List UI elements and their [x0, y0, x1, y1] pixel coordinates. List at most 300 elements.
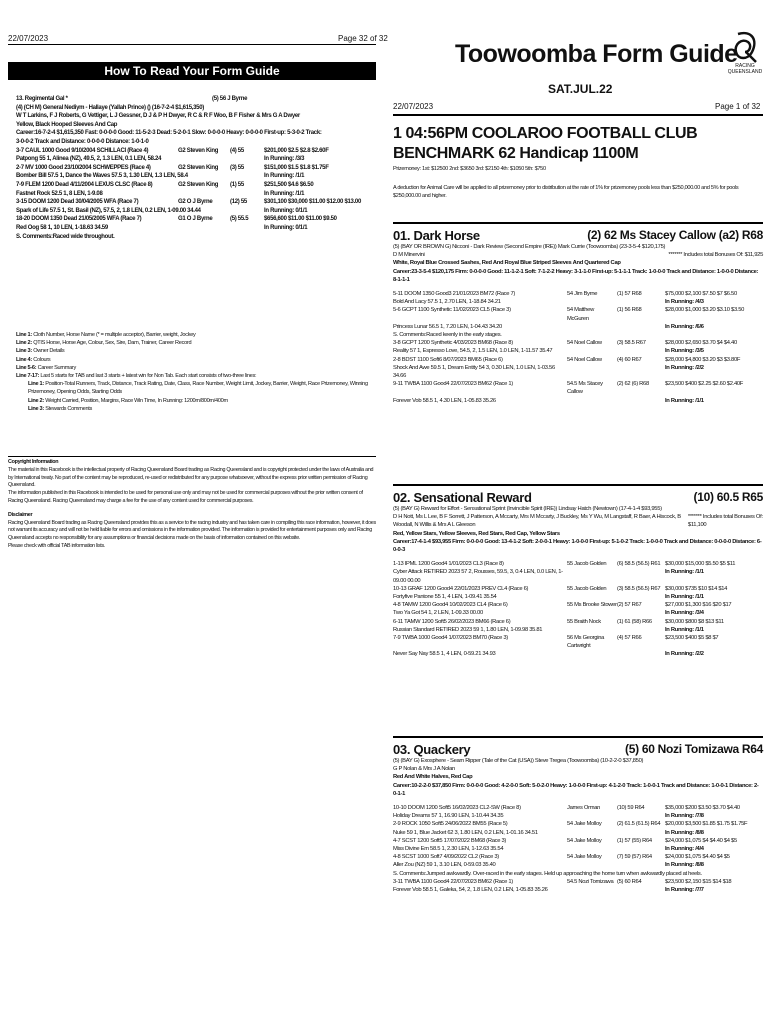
sample-run-c — [230, 233, 264, 242]
run-c: (2) 57 R67 — [617, 602, 642, 609]
run-c: (2) 61.5 (61.5) R64 — [617, 821, 661, 828]
run-line — [393, 560, 763, 568]
legend-value: Position-Total Runners, Track, Distance, Track Rating, Date, Class, Race Number, Weight Limit, Jockey, Barrier, Weight, Race Prizemoney, Winning Prizemoney, Opening Odds, Starting Odds — [28, 381, 368, 396]
run-a: 5-11 DOOM 1350 Good3 21/01/2023 BM72 (Race 7) — [393, 291, 516, 298]
sample-run-line — [16, 181, 372, 190]
run-a: 2-9 ROCK 1050 Soft5 24/06/2022 BM55 (Race 5) — [393, 821, 508, 828]
horse-bonus: ******* Includes total Bonuses Of: $11,100 — [687, 514, 763, 529]
horse-name: 02. Sensational Reward — [393, 490, 532, 505]
sample-run-line — [16, 233, 372, 242]
sample-run-c: (3) 55 — [230, 164, 244, 171]
run-line — [393, 380, 763, 396]
run-c: (7) 59 (57) R64 — [617, 854, 652, 861]
run-b — [567, 331, 617, 339]
run-a: Bold And Lacy 57.5 1, 2.70 LEN, 1-18.84 34.21 — [393, 299, 501, 306]
logo-text: RACING QUEENSLAND — [727, 63, 763, 75]
sample-header-line — [16, 121, 372, 130]
horse-name-row — [393, 228, 763, 243]
run-line — [393, 601, 763, 609]
sample-header-line — [16, 104, 372, 113]
run-a: 3-8 GCPT 1200 Synthetic 4/03/2023 BM68 (Race 8) — [393, 340, 513, 347]
sample-run-c — [230, 190, 264, 199]
horse-barrier-jockey: (10) 60.5 R65 — [693, 490, 763, 504]
run-d: $23,500 $2,150 $15 $14 $18 — [665, 878, 732, 885]
run-a: 10-10 DOOM 1200 Soft5 16/02/2023 CL2-SW (Race 8) — [393, 805, 521, 812]
sample-run-d: In Running: 0/1/1 — [264, 224, 308, 231]
sample-run-line — [16, 155, 372, 164]
run-c — [617, 331, 665, 339]
run-d: In Running: /2/2 — [665, 364, 704, 371]
sample-run-b: G2 Steven King — [178, 147, 219, 154]
run-line — [393, 356, 763, 364]
run-c — [617, 364, 665, 380]
legend-line — [16, 331, 376, 339]
run-d: In Running: /1/1 — [665, 397, 704, 404]
run-line — [393, 609, 763, 617]
legend-key: Line 5-6: — [16, 364, 37, 371]
run-b — [567, 845, 617, 853]
run-a: Miss Divine Em 58.5 1, 2.30 LEN, 1-12.63 35.54 — [393, 846, 504, 853]
right-page-number: Page 1 of 32 — [715, 102, 761, 111]
run-c: (1) 57 R68 — [617, 291, 642, 298]
run-d: $30,000 $800 $8 $13 $11 — [665, 618, 724, 625]
run-b: 54 Jake Molloy — [567, 837, 602, 844]
sample-run-line — [16, 207, 372, 216]
horse-pedigree: (5) (BAY G) Reward for Effort - Sensational Sprint (Invincible Spirit (IRE)) Lindsay Hatch (Newtown) (17-4-1-4 $93,955) — [393, 506, 662, 512]
run-c: (6) 58.5 (56.5) R61 — [617, 561, 661, 568]
run-b: 56 Ms Georgina Cartwright — [567, 635, 605, 650]
legend-line — [16, 364, 376, 372]
run-a: Reality 57 1, Espresso Love, 54.5, 2, 1.5 LEN, 1.0 LEN, 1-11.57 35.47 — [393, 348, 553, 355]
run-a: 10-13 GRAF 1200 Good4 22/01/2023 PREV CL4 (Race 6) — [393, 585, 529, 592]
sample-header-text: Career:16-7-2-4 $1,615,350 Fast: 0-0-0-0 Good: 11-5-2-3 Dead: 5-2-0-1 Slow: 0-0-0-0 Heavy: 0-0-0-0 First-up: 5-3-0-2 Track: — [16, 130, 322, 137]
sample-run-a: 3-7 CAUL 1000 Good 9/10/2004 SCHILLACI (Race 4) — [16, 147, 149, 154]
run-line — [393, 650, 763, 658]
legend-line — [16, 372, 376, 380]
sample-run-line — [16, 224, 372, 233]
run-comment: S. Comments:Jumped awkwardly. Over-raced in the early stages. Held up approaching the home turn when awkwardly placed at heels. — [393, 870, 702, 877]
run-b — [567, 626, 617, 634]
run-b: James Orman — [567, 805, 601, 812]
sample-run-c — [230, 155, 264, 164]
run-c — [617, 397, 665, 405]
run-line — [393, 870, 763, 878]
sample-run-c — [230, 207, 264, 216]
run-d: In Running: /1/1 — [665, 594, 704, 601]
horse-rule — [393, 222, 763, 224]
legend-line — [16, 356, 376, 364]
horse-owner: G P Nolan & Mrs J A Nolan — [393, 766, 455, 773]
run-c: (1) 61 (58) R66 — [617, 618, 652, 625]
run-d: In Running: /2/2 — [665, 651, 704, 658]
run-line — [393, 290, 763, 298]
legend-line — [16, 380, 376, 396]
sample-header-line — [16, 138, 372, 147]
run-line — [393, 829, 763, 837]
run-a: Russian Standard RETIRED 2023 59 1, 1.80 LEN, 1-09.98 35.81 — [393, 626, 543, 633]
sample-run-b: G2 O J Byrne — [178, 199, 213, 206]
run-d: $23,500 $400 $5 $8 $7 — [665, 635, 719, 642]
sample-run-d: In Running: /3/3 — [264, 156, 305, 163]
sample-run-a: 3-15 DOOM 1200 Dead 30/04/2005 WFA (Race 7) — [16, 199, 139, 206]
sample-header-text: W T Larkins, F J Roberts, G Vettiger, L J Gessner, D J & P H Dwyer, R C & R F Woo, B F Fisher & Mrs G A Dwyer — [16, 113, 300, 120]
run-d — [665, 331, 763, 339]
run-line — [393, 568, 763, 584]
sample-header-text: 13. Regimental Gal * — [16, 96, 68, 102]
run-b: 54 Noel Callow — [567, 356, 602, 363]
run-c — [617, 861, 665, 869]
run-line — [393, 585, 763, 593]
run-b — [567, 323, 617, 331]
horse-owner: D H Nott, Ms L Lee, B F Sorrett, J Patterson, A Mccarty, Mrs M Mccarty, J Buckley, Ms Y Wu, M Langstaff, R Baer, A Hiscock, B Woodall, N Willis & Mrs A L Gleeson — [393, 514, 681, 529]
run-line — [393, 397, 763, 405]
sample-run-line — [16, 215, 372, 224]
sample-run-a: Spark of Life 57.5 1, St. Basil (NZ), 57.5, 2, 1.8 LEN, 0.2 LEN, 1-09.00 34.44 — [16, 207, 201, 214]
run-c: (3) 58.5 (56.5) R67 — [617, 585, 661, 592]
left-page-number: Page 32 of 32 — [338, 34, 388, 43]
sample-run-b — [178, 207, 230, 216]
run-line — [393, 812, 763, 820]
run-line — [393, 323, 763, 331]
horse-career: Career:17-4-1-4 $93,955 Firm: 0-0-0-0 Good: 13-4-1-2 Soft: 2-0-0-1 Heavy: 1-0-0-0 First-up: 5-1-0-2 Track: 1-0-0-0 Track and Distance: 0-0-0-0 Distance: 6-0-0-3 — [393, 538, 762, 554]
legend-value: Owner Details — [33, 348, 65, 355]
horse-name-row — [393, 490, 763, 505]
copyright-text: The material in this Racebook is the intellectual property of Racing Queensland Board trading as Racing Queensland and is copyright protected under the laws of Australia and by International treaty. No part of the content may be reproduced, re-used or redistributed for any purpose whatsoever, without the express prior written permission of Racing Queensland. — [8, 466, 374, 489]
sample-run-line — [16, 147, 372, 156]
run-c: (3) 58.5 R67 — [617, 340, 646, 347]
sample-run-b — [178, 224, 230, 233]
run-line — [393, 634, 763, 650]
sample-run-a: 2-7 MV 1000 Good 23/10/2004 SCHWEPPES (Race 4) — [16, 164, 151, 171]
sample-run-line — [16, 164, 372, 173]
sample-run-d: $151,000 $1.5 $1.8 $1.75F — [264, 164, 329, 171]
run-d: $30,000 $735 $10 $14 $14 — [665, 585, 728, 592]
run-line — [393, 298, 763, 306]
run-a: 4-8 TAMW 1200 Good4 10/02/2023 CL4 (Race 6) — [393, 602, 508, 609]
run-b — [567, 593, 617, 601]
run-c: (10) 59 R64 — [617, 805, 645, 812]
run-d: In Running: /4/3 — [665, 299, 704, 306]
sample-run-a: 7-9 FLEM 1200 Dead 4/11/2004 LEXUS CLSC (Race 8) — [16, 181, 153, 188]
horse-name: 03. Quackery — [393, 742, 471, 757]
sample-run-c: (1) 55 — [230, 181, 244, 188]
legend-key: Line 1: — [16, 332, 32, 338]
legend-key: Line 3: — [16, 348, 32, 355]
run-a: 2-8 BDST 1100 Soft6 8/07/2023 BM65 (Race 6) — [393, 356, 503, 363]
run-line — [393, 331, 763, 339]
run-a: Cyber Attack RETIRED 2023 57 2, Rousses, 59.5, 3, 0.4 LEN, 0.0 LEN, 1-09.00 00.00 — [393, 569, 563, 584]
run-d: In Running: /1/1 — [665, 626, 704, 633]
sample-run-line — [16, 190, 372, 199]
horse-colours: Red And White Halves, Red Cap — [393, 774, 473, 781]
legend-key: Line 4: — [16, 356, 32, 363]
sample-run-line — [16, 198, 372, 207]
run-d: In Running: /8/8 — [665, 829, 704, 836]
run-c — [617, 323, 665, 331]
run-d: In Running: /8/8 — [665, 862, 704, 869]
sample-run-d: $656,600 $11.00 $11.00 $9.50 — [264, 216, 337, 223]
run-b — [567, 298, 617, 306]
run-c: (5) 60 R64 — [617, 878, 642, 885]
run-c: (4) 57 R66 — [617, 635, 642, 642]
sample-run-line — [16, 172, 372, 181]
horse-rule — [393, 484, 763, 486]
run-line — [393, 804, 763, 812]
sample-run-a: Patpong 55 1, Alinea (NZ), 49.5, 2, 1.3 LEN, 0.1 LEN, 58.24 — [16, 156, 162, 163]
sample-header-line — [16, 112, 372, 121]
sample-run-d: In Running: /1/1 — [264, 190, 305, 197]
run-d: In Running: /6/6 — [665, 323, 704, 330]
run-line — [393, 306, 763, 322]
run-c: (1) 56 R68 — [617, 307, 642, 314]
disclaimer-title: Disclaimer — [8, 511, 33, 518]
run-d: $23,500 $400 $2.25 $2.60 $2.40F — [665, 381, 744, 388]
run-b: 55 Ms Brooke Stower — [567, 602, 617, 609]
run-a: Holiday Dreams 57 1, 16.90 LEN, 1-10.44 34.35 — [393, 813, 504, 820]
run-c: (2) 62 (6) R68 — [617, 381, 649, 388]
run-b: 54 Jake Molloy — [567, 821, 602, 828]
run-a: Never Say Nay 58.5 1, 4 LEN, 0-59.21 34.93 — [393, 651, 496, 658]
horse-owner: D M Minervini — [393, 252, 425, 259]
run-line — [393, 364, 763, 380]
horse-colours: Red, Yellow Stars, Yellow Sleeves, Red Stars, Red Cap, Yellow Stars — [393, 530, 560, 537]
sample-run-d: In Running: 0/1/1 — [264, 207, 308, 214]
copyright-section — [8, 456, 376, 551]
run-a: 4-8 SCST 1000 Soft7 4/09/2022 CL2 (Race 3) — [393, 854, 499, 861]
run-d: In Running: /1/1 — [665, 569, 704, 576]
copyright-title: Copyright Information — [8, 459, 59, 465]
run-line — [393, 837, 763, 845]
run-b — [567, 861, 617, 869]
sample-header-text: Yellow, Black Hooped Sleeves And Cap — [16, 121, 118, 128]
horse-career: Career:10-2-2-0 $37,850 Firm: 0-0-0-0 Good: 4-2-0-0 Soft: 5-0-2-0 Heavy: 1-0-0-0 First-up: 4-1-2-0 Track: 1-0-0-1 Track and Distance: 1-0-0-1 Distance: 2-0-1-1 — [393, 782, 759, 797]
run-c — [617, 845, 665, 853]
run-d: $28,000 $2,650 $3.70 $4 $4.40 — [665, 340, 737, 347]
sample-run-a: Red Oog 58 1, 10 LEN, 1-18.63 34.59 — [16, 224, 108, 231]
run-d: In Running: /7/7 — [665, 887, 704, 894]
run-b: 54 Jake Molloy — [567, 854, 602, 861]
horse-barrier-jockey: (2) 62 Ms Stacey Callow (a2) R68 — [587, 228, 763, 242]
left-page-date: 22/07/2023 — [8, 34, 49, 43]
run-line — [393, 347, 763, 355]
run-a: Forever Vob 58.5 1, 4.30 LEN, 1-05.83 35.26 — [393, 397, 496, 404]
horse-career: Career:23-3-5-4 $120,175 Firm: 0-0-0-0 Good: 11-1-2-1 Soft: 7-1-2-2 Heavy: 3-1-1-0 First-up: 5-1-1-1 Track: 1-0-0-0 Track and Distance: 1-0-0-0 Distance: 8-1-1-1 — [393, 268, 759, 283]
legend-key: Line 3: — [28, 405, 44, 412]
horse-name: 01. Dark Horse — [393, 228, 480, 243]
run-b: 55 Jacob Golden — [567, 585, 607, 592]
run-d: In Running: /3/4 — [665, 610, 704, 617]
run-b — [567, 829, 617, 837]
race-title: 1 04:56PM COOLAROO FOOTBALL CLUB BENCHMARK 62 Handicap 1100M — [393, 125, 698, 162]
run-a: Forever Vob 58.5 1, Galeka, 54, 2, 1.8 LEN, 0.2 LEN, 1-05.83 35.26 — [393, 887, 548, 894]
run-b — [567, 347, 617, 355]
legend-value: Career Summary — [37, 364, 76, 371]
sample-run-c — [230, 224, 264, 233]
run-b — [567, 609, 617, 617]
run-a: Fortyfive Pantone 55 1, 4 LEN, 1-09.41 35.54 — [393, 594, 497, 601]
sample-run-b: G2 Steven King — [178, 164, 219, 171]
legend-value: Stewards Comments — [45, 405, 93, 412]
run-d: In Running: /3/5 — [665, 348, 704, 355]
sample-run-a: Bomber Bill 57.5 1, Dance the Waves 57.5 3, 1.30 LEN, 1.3 LEN, 58.4 — [16, 173, 188, 180]
run-b: 54 Noel Callow — [567, 340, 602, 347]
sample-run-c: (5) 55.5 — [230, 216, 249, 223]
owner-row — [393, 765, 763, 773]
run-c — [617, 886, 665, 894]
horse-name-row — [393, 742, 763, 757]
run-c: (1) 57 (55) R64 — [617, 837, 652, 844]
run-d: $28,000 $4,800 $3.20 $3 $3.80F — [665, 356, 741, 363]
owner-row — [393, 513, 763, 529]
run-a: S. Comments:Raced keenly in the early stages. — [393, 332, 502, 339]
owner-row — [393, 251, 763, 259]
run-a: 9-11 TWBA 1100 Good4 22/07/2023 BM62 (Race 1) — [393, 381, 513, 388]
horse-entry — [393, 222, 763, 405]
sample-run-a: 18-20 DOOM 1350 Dead 21/05/2005 WFA (Race 7) — [16, 216, 142, 223]
run-c — [617, 650, 665, 658]
sample-run-b — [178, 233, 230, 242]
run-a: 5-6 GCPT 1100 Synthetic 11/02/2023 CL5 (Race 3) — [393, 307, 511, 314]
run-c — [617, 347, 665, 355]
disclaimer-text: Racing Queensland Board trading as Racing Queensland provides this as a service to the racing industry and has taken care in compiling this race information, however, it does not warrant its accuracy and will not be held liable for errors and omissions in the information provided. The information is provided for entertainment purposes only and Racing Queensland accepts no responsibility for any assumptions or financial decisions made on the basis of information contained on this website. — [8, 519, 376, 542]
run-b — [567, 650, 617, 658]
legend-key: Line 7-17: — [16, 373, 40, 380]
run-line — [393, 618, 763, 626]
run-a: 7-9 TWBA 1000 Good4 1/07/2023 BM70 (Race 3) — [393, 635, 508, 642]
run-b — [567, 568, 617, 584]
run-d: $28,000 $1,000 $3.20 $3.10 $3.50 — [665, 307, 745, 314]
sample-header-text: (4) (CH M) General Nediym - Hallaye (Yallah Prince) () (16-7-2-4 $1,615,350) — [16, 104, 204, 111]
horse-pedigree: (5) (BAY OR BROWN G) Nicconi - Dark Review (Second Empire (IRE)) Mark Currie (Toowoomba) (23-3-5-4 $120,175) — [393, 244, 666, 250]
sample-run-d: $251,500 $4.6 $6.50 — [264, 181, 314, 188]
sample-run-c: (4) 55 — [230, 147, 244, 154]
run-line — [393, 626, 763, 634]
copyright-text-2: The information published in this Racebook is intended to be used for personal use only and may not be used for commercial purposes without the prior written consent of Racing Queensland. Racing Queensland may charge a fee for the use of any content used for commercial purposes. — [8, 490, 363, 504]
run-b — [567, 886, 617, 894]
run-a: 3-11 TWBA 1100 Good4 22/07/2023 BM62 (Race 1) — [393, 878, 513, 885]
run-c — [617, 626, 665, 634]
run-a: 4-7 SCST 1200 Soft5 17/07/2022 BM68 (Race 3) — [393, 837, 507, 844]
horse-colours: White, Royal Blue Crossed Sashes, Red And Royal Blue Striped Sleeves And Quartered Cap — [393, 260, 621, 267]
legend-key: Line 1: — [28, 381, 44, 388]
run-c — [617, 593, 665, 601]
run-line — [393, 593, 763, 601]
run-b: 55 Jacob Golden — [567, 561, 607, 568]
run-line — [393, 820, 763, 828]
sample-header-jockey: (5) 56 J Byrne — [212, 96, 248, 102]
run-b: 54.5 Ms Stacey Callow — [567, 381, 603, 396]
sample-run-a: Fastnet Rock 52.5 1, 8 LEN, 1-9.08 — [16, 190, 103, 197]
run-a: 6-11 TAMW 1200 Soft5 26/02/2023 BM66 (Race 6) — [393, 618, 511, 625]
right-page-date: 22/07/2023 — [393, 102, 434, 111]
legend-line — [16, 405, 376, 413]
sample-run-d: $201,000 $2.5 $2.8 $2.60F — [264, 147, 329, 154]
run-b — [567, 812, 617, 820]
sample-run-c — [230, 172, 264, 181]
sample-header-line — [16, 129, 372, 138]
run-b: 54 Matthew McGuren — [567, 307, 594, 322]
disclaimer-text-2: Please check with official TAB information lists. — [8, 542, 106, 549]
run-d: In Running: /7/8 — [665, 813, 704, 820]
run-d: $24,000 $1,075 $4.40 $4 $5 — [665, 854, 730, 861]
sample-run-b — [178, 190, 230, 199]
horse-barrier-jockey: (5) 60 Nozi Tomizawa R64 — [625, 742, 763, 756]
deduction-note: A deduction for Animal Care will be applied to all prizemoney prior to distribution at the rate of 1% for prizemoney pools less than $250,000.00 and 5% for pools $250,000.00 and higher. — [393, 185, 739, 199]
sample-run-b — [178, 172, 230, 181]
run-b: 54.5 Nozi Tomizawa — [567, 878, 614, 885]
run-b: 54 Jim Byrne — [567, 291, 598, 298]
form-legend — [16, 331, 376, 413]
run-line — [393, 861, 763, 869]
legend-value: Last 5 starts for TAB and last 3 starts + latest win for Non Tab. Each start consists of two-three lines: — [40, 373, 257, 380]
legend-value: Colours — [33, 356, 51, 363]
run-b: 55 Braith Nock — [567, 618, 601, 625]
run-a: Aller Zou (NZ) 59 1, 3.10 LEN, 0-59.03 35.40 — [393, 862, 496, 869]
run-a: Princess Lunar 56.5 1, 7.20 LEN, 1-04.43 34.20 — [393, 323, 502, 330]
legend-key: Line 2: — [28, 397, 44, 404]
horse-bonus: ******* Includes total Bonuses Of: $11,925 — [668, 252, 763, 259]
sample-run-c: (12) 55 — [230, 199, 247, 206]
sample-entry — [16, 95, 372, 241]
run-a: 1-13 IPML 1200 Good4 1/01/2023 CL3 (Race 8) — [393, 561, 504, 568]
run-c: (4) 60 R67 — [617, 356, 642, 363]
run-a: Shock And Awe 59.5 1, Dream Entity 54 3, 0.30 LEN, 1.0 LEN, 1-03.56 34.66 — [393, 364, 555, 380]
horse-pedigree: (5) (BAY G) Exosphere - Seam Ripper (Tale of the Cat (USA)) Steve Tregea (Toowoomba) (10-2-2-0 $37,850) — [393, 758, 644, 764]
legend-line — [16, 397, 376, 405]
howto-title: How To Read Your Form Guide — [8, 62, 376, 80]
run-c — [617, 568, 665, 584]
legend-value: Cloth Number, Horse Name (* = multiple acceptor), Barrier, weight, Jockey — [33, 332, 196, 338]
run-c — [617, 298, 665, 306]
horse-rule — [393, 736, 763, 738]
sample-run-d: $301,100 $30,000 $11.00 $12.00 $13.00 — [264, 199, 362, 206]
run-d: $24,000 $1,075 $4 $4.40 $4 $5 — [665, 837, 737, 844]
right-header-rule — [393, 114, 763, 116]
run-line — [393, 878, 763, 886]
run-d: In Running: /4/4 — [665, 846, 704, 853]
run-d: $20,000 $3,500 $1.85 $1.75 $1.75F — [665, 821, 748, 828]
run-b — [567, 397, 617, 405]
run-c — [617, 812, 665, 820]
sample-header-text: 3-0-0-2 Track and Distance: 0-0-0-0 Distance: 1-0-1-0 — [16, 138, 149, 145]
run-d: $27,000 $1,300 $16 $20 $17 — [665, 602, 732, 609]
legend-key: Line 2: — [16, 340, 32, 347]
run-line — [393, 886, 763, 894]
sample-run-b: G1 O J Byrne — [178, 216, 213, 223]
sample-run-a: S. Comments:Raced wide throughout. — [16, 233, 115, 240]
prizemoney: Prizemoney: 1st: $12500 2nd: $3650 3rd: $2150 4th: $1050 5th: $750 — [393, 166, 546, 172]
legend-value: Weight Carried, Position, Margins, Race Win Time, In Running: 1200m/800m/400m — [45, 397, 228, 404]
run-line — [393, 845, 763, 853]
legend-line — [16, 339, 376, 347]
horse-entry — [393, 484, 763, 659]
sample-run-b: G2 Steven King — [178, 181, 219, 188]
sample-run-d: In Running: /1/1 — [264, 173, 305, 180]
horse-entry — [393, 736, 763, 894]
run-d: $75,000 $2,100 $7.50 $7 $6.50 — [665, 291, 737, 298]
legend-line — [16, 347, 376, 355]
legend-value: QTIS Horse, Horse Age, Colour, Sex, Sire, Dam, Trainer, Career Record — [33, 340, 192, 347]
run-c — [617, 829, 665, 837]
meeting-date: SAT.JUL.22 — [548, 82, 613, 96]
run-line — [393, 339, 763, 347]
run-line — [393, 853, 763, 861]
run-d: $30,000 $15,000 $5.50 $5 $11 — [665, 561, 736, 568]
run-a: Two Ya Got 54 1, 2 LEN, 1-09.33 00.00 — [393, 610, 483, 617]
run-a: Nuke 59 1, Blue Jacket 62 3, 1.80 LEN, 0.2 LEN, 1-01.16 34.51 — [393, 829, 538, 836]
sample-run-b — [178, 155, 230, 164]
sample-header-line — [16, 95, 372, 104]
